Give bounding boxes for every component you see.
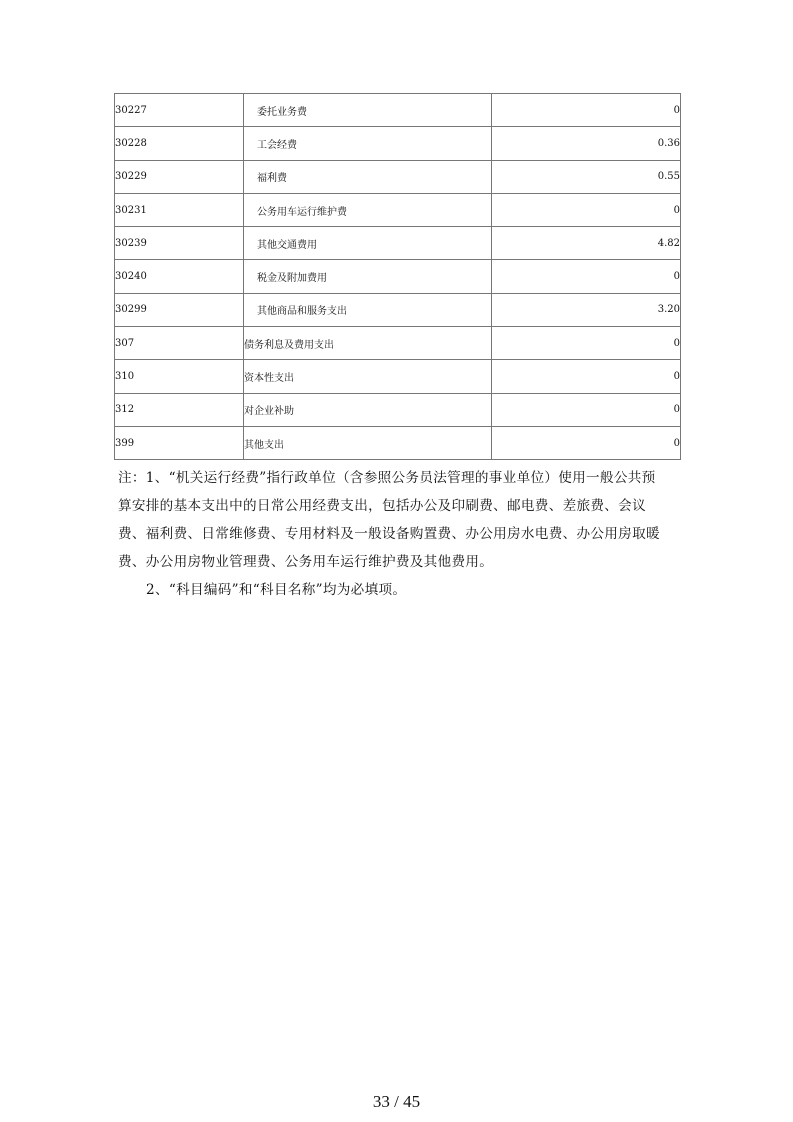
expenditure-table — [114, 93, 681, 460]
subject-code-cell: 30239 — [115, 227, 244, 260]
subject-name-cell: 委托业务费 — [244, 94, 492, 127]
table-row — [115, 360, 681, 393]
amount-cell: 0 — [492, 260, 681, 293]
subject-name-cell: 其他支出 — [244, 426, 492, 459]
subject-name-cell: 其他商品和服务支出 — [244, 293, 492, 326]
amount-cell: 0 — [492, 193, 681, 226]
table-row — [115, 193, 681, 226]
subject-name-cell: 工会经费 — [244, 127, 492, 160]
amount-cell: 3.20 — [492, 293, 681, 326]
subject-code-cell: 307 — [115, 327, 244, 360]
table-row — [115, 426, 681, 459]
note-2: 2、“科目编码”和“科目名称”均为必填项。 — [146, 582, 407, 598]
subject-name-cell: 福利费 — [244, 160, 492, 193]
table-row — [115, 293, 681, 326]
table-row — [115, 127, 681, 160]
note-1-line: 费、办公用房物业管理费、公务用车运行维护费及其他费用。 — [118, 554, 494, 570]
amount-cell: 0 — [492, 393, 681, 426]
amount-cell: 4.82 — [492, 227, 681, 260]
subject-name-cell: 资本性支出 — [244, 360, 492, 393]
subject-code-cell: 30231 — [115, 193, 244, 226]
subject-code-cell: 399 — [115, 426, 244, 459]
table-row — [115, 260, 681, 293]
amount-cell: 0 — [492, 94, 681, 127]
subject-name-cell: 税金及附加费用 — [244, 260, 492, 293]
subject-code-cell: 30299 — [115, 293, 244, 326]
subject-code-cell: 30229 — [115, 160, 244, 193]
amount-cell: 0 — [492, 426, 681, 459]
expenditure-table-body — [115, 94, 681, 460]
note-1-line: 费、福利费、日常维修费、专用材料及一般设备购置费、办公用房水电费、办公用房取暖 — [118, 526, 660, 542]
notes-section — [118, 464, 684, 604]
subject-name-cell: 债务利息及费用支出 — [244, 327, 492, 360]
amount-cell: 0.36 — [492, 127, 681, 160]
note-1-line: 算安排的基本支出中的日常公用经费支出，包括办公及印刷费、邮电费、差旅费、会议 — [118, 498, 646, 514]
amount-cell: 0.55 — [492, 160, 681, 193]
subject-name-cell: 对企业补助 — [244, 393, 492, 426]
subject-name-cell: 其他交通费用 — [244, 227, 492, 260]
table-row — [115, 393, 681, 426]
amount-cell: 0 — [492, 360, 681, 393]
table-row — [115, 160, 681, 193]
table-row — [115, 327, 681, 360]
subject-code-cell: 30228 — [115, 127, 244, 160]
subject-name-cell: 公务用车运行维护费 — [244, 193, 492, 226]
note-1-line: 注：1、“机关运行经费”指行政单位（含参照公务员法管理的事业单位）使用一般公共预 — [118, 470, 656, 486]
table-row — [115, 227, 681, 260]
subject-code-cell: 312 — [115, 393, 244, 426]
page-number: 33 / 45 — [372, 1092, 421, 1111]
table-row — [115, 94, 681, 127]
subject-code-cell: 30227 — [115, 94, 244, 127]
subject-code-cell: 30240 — [115, 260, 244, 293]
amount-cell: 0 — [492, 327, 681, 360]
subject-code-cell: 310 — [115, 360, 244, 393]
